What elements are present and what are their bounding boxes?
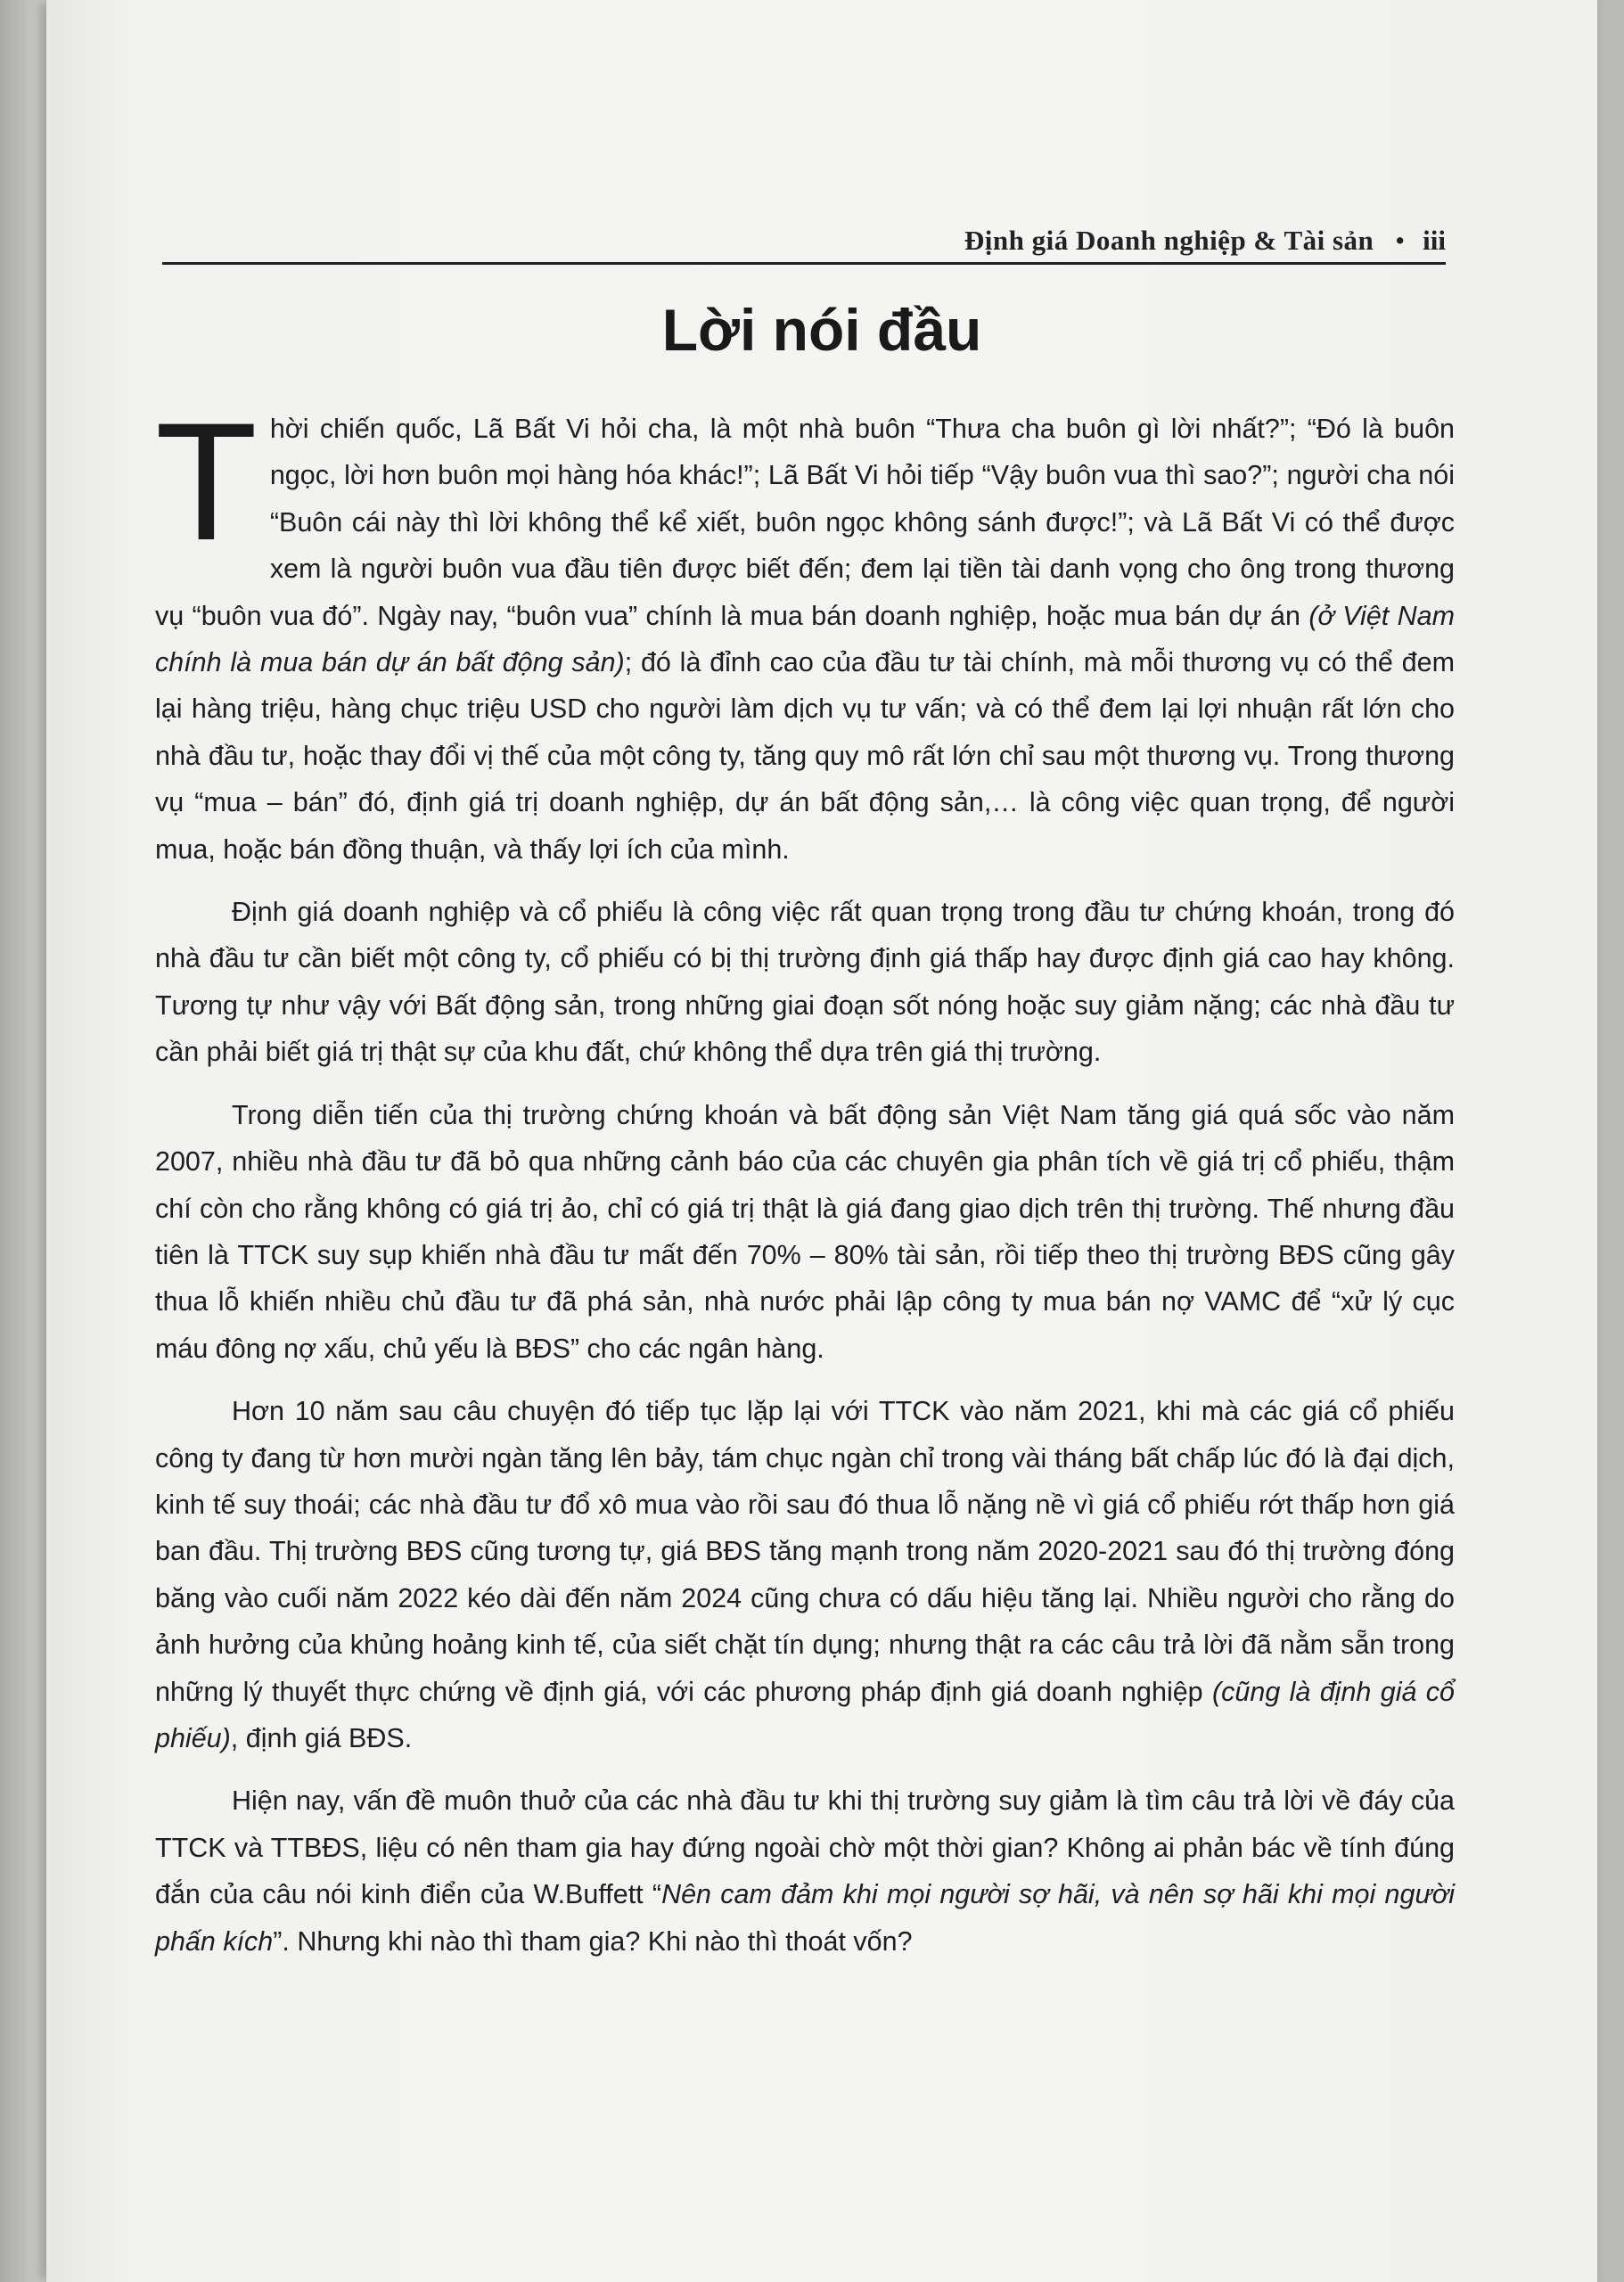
drop-cap: T bbox=[155, 388, 258, 575]
paragraph-5 bbox=[155, 1777, 1455, 1965]
running-header bbox=[162, 212, 1446, 265]
running-header-title: Định giá Doanh nghiệp & Tài sản bbox=[964, 225, 1374, 256]
book-page bbox=[46, 0, 1597, 2282]
paragraph-4 bbox=[155, 1388, 1455, 1761]
paragraph-5-text-b: ”. Nhưng khi nào thì tham gia? Khi nào thì thoát vốn? bbox=[273, 1925, 913, 1957]
paragraph-5-text-a: Hiện nay, vấn đề muôn thuở của các nhà đầu tư khi thị trường suy giảm là tìm câu trả lời về đáy của TTCK và TTBĐS, liệu có nên tham gia hay đứng ngoài chờ một thời gian? Không ai phản bác về tính đúng đắn của câu nói kinh điển của W.Buffett “ bbox=[155, 1785, 1455, 1910]
paragraph-4-italic: (cũng là định giá cổ phiếu) bbox=[155, 1676, 1455, 1753]
running-header-bullet: • bbox=[1395, 225, 1406, 256]
body-text bbox=[155, 388, 1455, 1981]
paragraph-1-text-a: hời chiến quốc, Lã Bất Vi hỏi cha, là một nhà buôn “Thưa cha buôn gì lời nhất?”; “Đó là buôn ngọc, lời hơn buôn mọi hàng hóa khác!”; Lã Bất Vi hỏi tiếp “Vậy buôn vua thì sao?”; người cha nói “Buôn cái này thì lời không thể kể xiết, buôn ngọc không sánh được!”; và Lã Bất Vi có thể được xem là người buôn vua đầu tiên được biết đến; đem lại tiền tài danh vọng cho ông trong thương vụ “buôn vua đó”. Ngày nay, “buôn vua” chính là mua bán doanh nghiệp, hoặc mua bán dự án bbox=[155, 414, 1455, 631]
paragraph-1 bbox=[155, 388, 1455, 873]
paragraph-1-text-b: ; đó là đỉnh cao của đầu tư tài chính, mà mỗi thương vụ có thể đem lại hàng triệu, hàng chục triệu USD cho người làm dịch vụ tư vấn; và có thể đem lại lợi nhuận rất lớn cho nhà đầu tư, hoặc thay đổi vị thế của một công ty, tăng quy mô rất lớn chỉ sau một thương vụ. Trong thương vụ “mua – bán” đó, định giá trị doanh nghiệp, dự án bất động sản,… là công việc quan trọng, để người mua, hoặc bán đồng thuận, và thấy lợi ích của mình. bbox=[155, 647, 1455, 865]
page-number: iii bbox=[1423, 225, 1446, 256]
chapter-title: Lời nói đầu bbox=[661, 297, 982, 363]
paragraph-3: Trong diễn tiến của thị trường chứng khoán và bất động sản Việt Nam tăng giá quá sốc vào năm 2007, nhiều nhà đầu tư đã bỏ qua những cảnh báo của các chuyên gia phân tích về giá trị cổ phiếu, thậm chí còn cho rằng không có giá trị ảo, chỉ có giá trị thật là giá đang giao dịch trên thị trường. Thế nhưng đầu tiên là TTCK suy sụp khiến nhà đầu tư mất đến 70% – 80% tài sản, rồi tiếp theo thị trường BĐS cũng gây thua lỗ khiến nhiều chủ đầu tư đã phá sản, nhà nước phải lập công ty mua bán nợ VAMC để “xử lý cục máu đông nợ xấu, chủ yếu là BĐS” cho các ngân hàng. bbox=[155, 1099, 1455, 1364]
paragraph-4-end: , định giá BĐS. bbox=[230, 1722, 413, 1753]
paragraph-4-text: Hơn 10 năm sau câu chuyện đó tiếp tục lặp lại với TTCK vào năm 2021, khi mà các giá cổ phiếu công ty đang từ hơn mười ngàn tăng lên bảy, tám chục ngàn chỉ trong vài tháng bất chấp lúc đó là đại dịch, kinh tế suy thoái; các nhà đầu tư đổ xô mua vào rồi sau đó thua lỗ nặng nề vì giá cổ phiếu rớt thấp hơn giá ban đầu. Thị trường BĐS cũng tương tự, giá BĐS tăng mạnh trong năm 2020-2021 sau đó thị trường đóng băng vào cuối năm 2022 kéo dài đến năm 2024 cũng chưa có dấu hiệu tăng lại. Nhiều người cho rằng do ảnh hưởng của khủng hoảng kinh tế, của siết chặt tín dụng; nhưng thật ra các câu trả lời đã nằm sẵn trong những lý thuyết thực chứng về định giá, với các phương pháp định giá doanh nghiệp bbox=[155, 1396, 1455, 1707]
paragraph-2: Định giá doanh nghiệp và cổ phiếu là công việc rất quan trọng trong đầu tư chứng khoán, trong đó nhà đầu tư cần biết một công ty, cổ phiếu có bị thị trường định giá thấp hay được định giá cao hay không. Tương tự như vậy với Bất động sản, trong những giai đoạn sốt nóng hoặc suy giảm nặng; các nhà đầu tư cần phải biết giá trị thật sự của khu đất, chứ không thể dựa trên giá thị trường. bbox=[155, 897, 1455, 1068]
paragraph-1-italic: (ở Việt Nam chính là mua bán dự án bất động sản) bbox=[155, 600, 1455, 678]
binding-shadow bbox=[0, 0, 46, 2282]
paragraph-5-italic: Nên cam đảm khi mọi người sợ hãi, và nên sợ hãi khi mọi người phấn kích bbox=[155, 1879, 1455, 1957]
